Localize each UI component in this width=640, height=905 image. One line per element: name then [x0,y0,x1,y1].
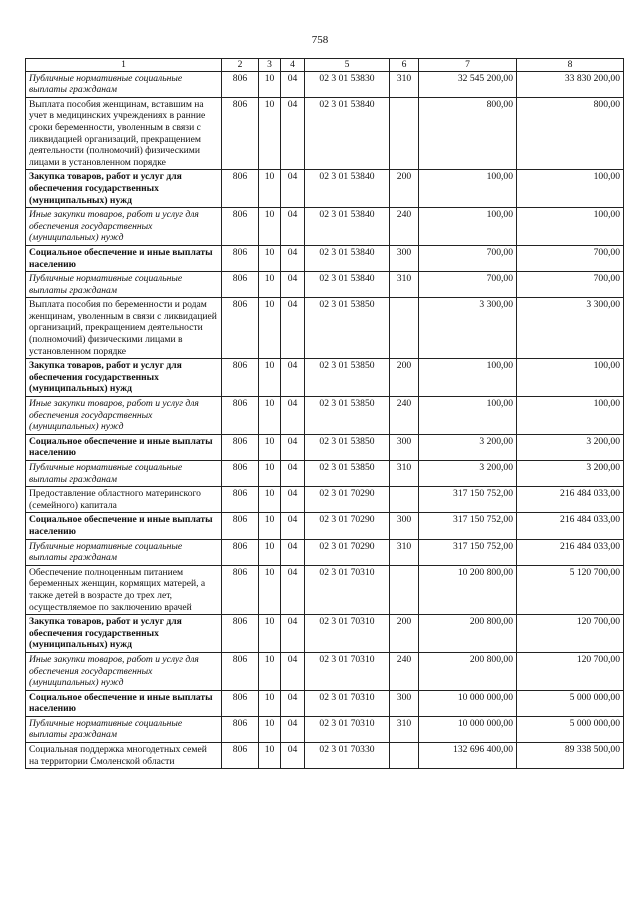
amount-year2-cell: 3 200,00 [517,461,624,487]
target-article-cell: 02 3 01 70310 [305,716,390,742]
row-description: Иные закупки товаров, работ и услуг для обеспечения государственных (муниципальных) нужд [26,652,222,690]
amount-year1-cell: 32 545 200,00 [419,71,517,97]
row-description: Публичные нормативные социальные выплаты гражданам [26,272,222,298]
row-description: Социальная поддержка многодетных семей на территории Смоленской области [26,743,222,769]
section-code-cell: 10 [259,170,281,208]
subsection-code-cell: 04 [281,170,305,208]
expense-type-cell: 240 [390,208,419,246]
section-code-cell: 10 [259,208,281,246]
subsection-code-cell: 04 [281,652,305,690]
section-code-cell: 10 [259,298,281,359]
subsection-code-cell: 04 [281,71,305,97]
amount-year2-cell: 120 700,00 [517,652,624,690]
table-row [26,170,624,208]
subsection-code-cell: 04 [281,615,305,653]
subsection-code-cell: 04 [281,359,305,397]
table-row [26,272,624,298]
subsection-code-cell: 04 [281,208,305,246]
column-header: 3 [259,59,281,72]
target-article-cell: 02 3 01 53850 [305,298,390,359]
target-article-cell: 02 3 01 70310 [305,652,390,690]
target-article-cell: 02 3 01 53850 [305,359,390,397]
section-code-cell: 10 [259,615,281,653]
expense-type-cell: 200 [390,170,419,208]
amount-year2-cell: 800,00 [517,97,624,170]
amount-year2-cell: 3 200,00 [517,434,624,460]
subsection-code-cell: 04 [281,513,305,539]
amount-year2-cell: 100,00 [517,397,624,435]
amount-year2-cell: 216 484 033,00 [517,539,624,565]
amount-year2-cell: 100,00 [517,208,624,246]
amount-year2-cell: 216 484 033,00 [517,487,624,513]
row-description: Иные закупки товаров, работ и услуг для обеспечения государственных (муниципальных) нужд [26,397,222,435]
amount-year2-cell: 5 120 700,00 [517,565,624,614]
row-description: Публичные нормативные социальные выплаты гражданам [26,716,222,742]
target-article-cell: 02 3 01 53840 [305,208,390,246]
page-number: 758 [311,34,329,46]
section-code-cell: 10 [259,71,281,97]
section-code-cell: 10 [259,359,281,397]
column-header: 7 [419,59,517,72]
amount-year1-cell: 3 200,00 [419,461,517,487]
subsection-code-cell: 04 [281,434,305,460]
subsection-code-cell: 04 [281,716,305,742]
amount-year2-cell: 120 700,00 [517,615,624,653]
target-article-cell: 02 3 01 53840 [305,170,390,208]
target-article-cell: 02 3 01 70290 [305,513,390,539]
ministry-code-cell: 806 [222,397,259,435]
expense-type-cell: 240 [390,652,419,690]
amount-year1-cell: 800,00 [419,97,517,170]
expense-type-cell: 300 [390,245,419,271]
expense-type-cell [390,298,419,359]
subsection-code-cell: 04 [281,298,305,359]
ministry-code-cell: 806 [222,539,259,565]
subsection-code-cell: 04 [281,97,305,170]
target-article-cell: 02 3 01 70310 [305,565,390,614]
table-row [26,690,624,716]
table-row [26,461,624,487]
subsection-code-cell: 04 [281,743,305,769]
amount-year2-cell: 100,00 [517,170,624,208]
expense-type-cell: 310 [390,71,419,97]
column-header: 2 [222,59,259,72]
ministry-code-cell: 806 [222,434,259,460]
amount-year1-cell: 317 150 752,00 [419,539,517,565]
ministry-code-cell: 806 [222,690,259,716]
row-description: Обеспечение полноценным питанием беременных женщин, кормящих матерей, а также детей в возрасте до трех лет, осуществляемое по заключению врачей [26,565,222,614]
amount-year1-cell: 317 150 752,00 [419,513,517,539]
amount-year1-cell: 100,00 [419,359,517,397]
amount-year1-cell: 200 800,00 [419,652,517,690]
ministry-code-cell: 806 [222,743,259,769]
target-article-cell: 02 3 01 70330 [305,743,390,769]
amount-year2-cell: 700,00 [517,245,624,271]
row-description: Социальное обеспечение и иные выплаты населению [26,513,222,539]
amount-year1-cell: 100,00 [419,170,517,208]
table-row [26,397,624,435]
amount-year1-cell: 317 150 752,00 [419,487,517,513]
target-article-cell: 02 3 01 53840 [305,272,390,298]
table-row [26,97,624,170]
ministry-code-cell: 806 [222,245,259,271]
row-description: Закупка товаров, работ и услуг для обеспечения государственных (муниципальных) нужд [26,359,222,397]
amount-year2-cell: 3 300,00 [517,298,624,359]
table-row [26,716,624,742]
table-row [26,743,624,769]
column-header: 1 [26,59,222,72]
column-header: 5 [305,59,390,72]
section-code-cell: 10 [259,461,281,487]
section-code-cell: 10 [259,513,281,539]
amount-year2-cell: 5 000 000,00 [517,690,624,716]
row-description: Публичные нормативные социальные выплаты гражданам [26,539,222,565]
table-row [26,565,624,614]
target-article-cell: 02 3 01 53850 [305,461,390,487]
section-code-cell: 10 [259,565,281,614]
expense-type-cell: 300 [390,434,419,460]
row-description: Социальное обеспечение и иные выплаты населению [26,434,222,460]
amount-year2-cell: 700,00 [517,272,624,298]
expense-type-cell [390,743,419,769]
budget-table [25,58,624,769]
table-row [26,487,624,513]
amount-year1-cell: 10 200 800,00 [419,565,517,614]
amount-year1-cell: 10 000 000,00 [419,716,517,742]
ministry-code-cell: 806 [222,615,259,653]
ministry-code-cell: 806 [222,97,259,170]
expense-type-cell [390,97,419,170]
amount-year1-cell: 10 000 000,00 [419,690,517,716]
expense-type-cell: 200 [390,359,419,397]
ministry-code-cell: 806 [222,513,259,539]
amount-year1-cell: 3 200,00 [419,434,517,460]
section-code-cell: 10 [259,434,281,460]
column-header: 6 [390,59,419,72]
amount-year1-cell: 100,00 [419,208,517,246]
row-description: Выплата пособия женщинам, вставшим на учет в медицинских учреждениях в ранние сроки беременности, уволенным в связи с ликвидацией организаций, прекращением деятельности (полномочий) физическими лицами в установленном порядке [26,97,222,170]
ministry-code-cell: 806 [222,565,259,614]
row-description: Закупка товаров, работ и услуг для обеспечения государственных (муниципальных) нужд [26,170,222,208]
ministry-code-cell: 806 [222,716,259,742]
subsection-code-cell: 04 [281,245,305,271]
amount-year1-cell: 700,00 [419,272,517,298]
row-description: Закупка товаров, работ и услуг для обеспечения государственных (муниципальных) нужд [26,615,222,653]
expense-type-cell: 300 [390,513,419,539]
ministry-code-cell: 806 [222,487,259,513]
ministry-code-cell: 806 [222,170,259,208]
expense-type-cell [390,565,419,614]
target-article-cell: 02 3 01 53840 [305,97,390,170]
table-header-row [26,59,624,72]
section-code-cell: 10 [259,487,281,513]
amount-year2-cell: 216 484 033,00 [517,513,624,539]
table-row [26,539,624,565]
expense-type-cell: 310 [390,539,419,565]
subsection-code-cell: 04 [281,565,305,614]
subsection-code-cell: 04 [281,487,305,513]
table-row [26,434,624,460]
ministry-code-cell: 806 [222,208,259,246]
amount-year1-cell: 100,00 [419,397,517,435]
table-row [26,298,624,359]
subsection-code-cell: 04 [281,397,305,435]
table-row [26,615,624,653]
ministry-code-cell: 806 [222,359,259,397]
row-description: Предоставление областного материнского (семейного) капитала [26,487,222,513]
target-article-cell: 02 3 01 53850 [305,397,390,435]
amount-year2-cell: 100,00 [517,359,624,397]
expense-type-cell: 310 [390,272,419,298]
subsection-code-cell: 04 [281,690,305,716]
table-row [26,208,624,246]
target-article-cell: 02 3 01 53830 [305,71,390,97]
row-description: Публичные нормативные социальные выплаты гражданам [26,71,222,97]
section-code-cell: 10 [259,743,281,769]
table-row [26,652,624,690]
subsection-code-cell: 04 [281,272,305,298]
row-description: Публичные нормативные социальные выплаты гражданам [26,461,222,487]
target-article-cell: 02 3 01 70310 [305,615,390,653]
target-article-cell: 02 3 01 70310 [305,690,390,716]
expense-type-cell: 310 [390,461,419,487]
expense-type-cell: 310 [390,716,419,742]
ministry-code-cell: 806 [222,298,259,359]
table-body [26,71,624,769]
amount-year2-cell: 5 000 000,00 [517,716,624,742]
section-code-cell: 10 [259,690,281,716]
row-description: Социальное обеспечение и иные выплаты населению [26,690,222,716]
section-code-cell: 10 [259,652,281,690]
ministry-code-cell: 806 [222,272,259,298]
amount-year1-cell: 132 696 400,00 [419,743,517,769]
amount-year2-cell: 89 338 500,00 [517,743,624,769]
amount-year2-cell: 33 830 200,00 [517,71,624,97]
target-article-cell: 02 3 01 53840 [305,245,390,271]
amount-year1-cell: 200 800,00 [419,615,517,653]
expense-type-cell: 200 [390,615,419,653]
amount-year1-cell: 3 300,00 [419,298,517,359]
table-row [26,71,624,97]
section-code-cell: 10 [259,539,281,565]
ministry-code-cell: 806 [222,71,259,97]
section-code-cell: 10 [259,716,281,742]
ministry-code-cell: 806 [222,652,259,690]
section-code-cell: 10 [259,397,281,435]
table-row [26,359,624,397]
column-header: 8 [517,59,624,72]
target-article-cell: 02 3 01 70290 [305,487,390,513]
section-code-cell: 10 [259,97,281,170]
column-header: 4 [281,59,305,72]
row-description: Социальное обеспечение и иные выплаты населению [26,245,222,271]
subsection-code-cell: 04 [281,539,305,565]
expense-type-cell: 300 [390,690,419,716]
amount-year1-cell: 700,00 [419,245,517,271]
row-description: Иные закупки товаров, работ и услуг для обеспечения государственных (муниципальных) нужд [26,208,222,246]
table-row [26,513,624,539]
subsection-code-cell: 04 [281,461,305,487]
section-code-cell: 10 [259,245,281,271]
target-article-cell: 02 3 01 53850 [305,434,390,460]
row-description: Выплата пособия по беременности и родам женщинам, уволенным в связи с ликвидацией организаций, прекращением деятельности (полномочий) физическими лицами в установленном порядке [26,298,222,359]
section-code-cell: 10 [259,272,281,298]
table-row [26,245,624,271]
ministry-code-cell: 806 [222,461,259,487]
target-article-cell: 02 3 01 70290 [305,539,390,565]
expense-type-cell [390,487,419,513]
expense-type-cell: 240 [390,397,419,435]
